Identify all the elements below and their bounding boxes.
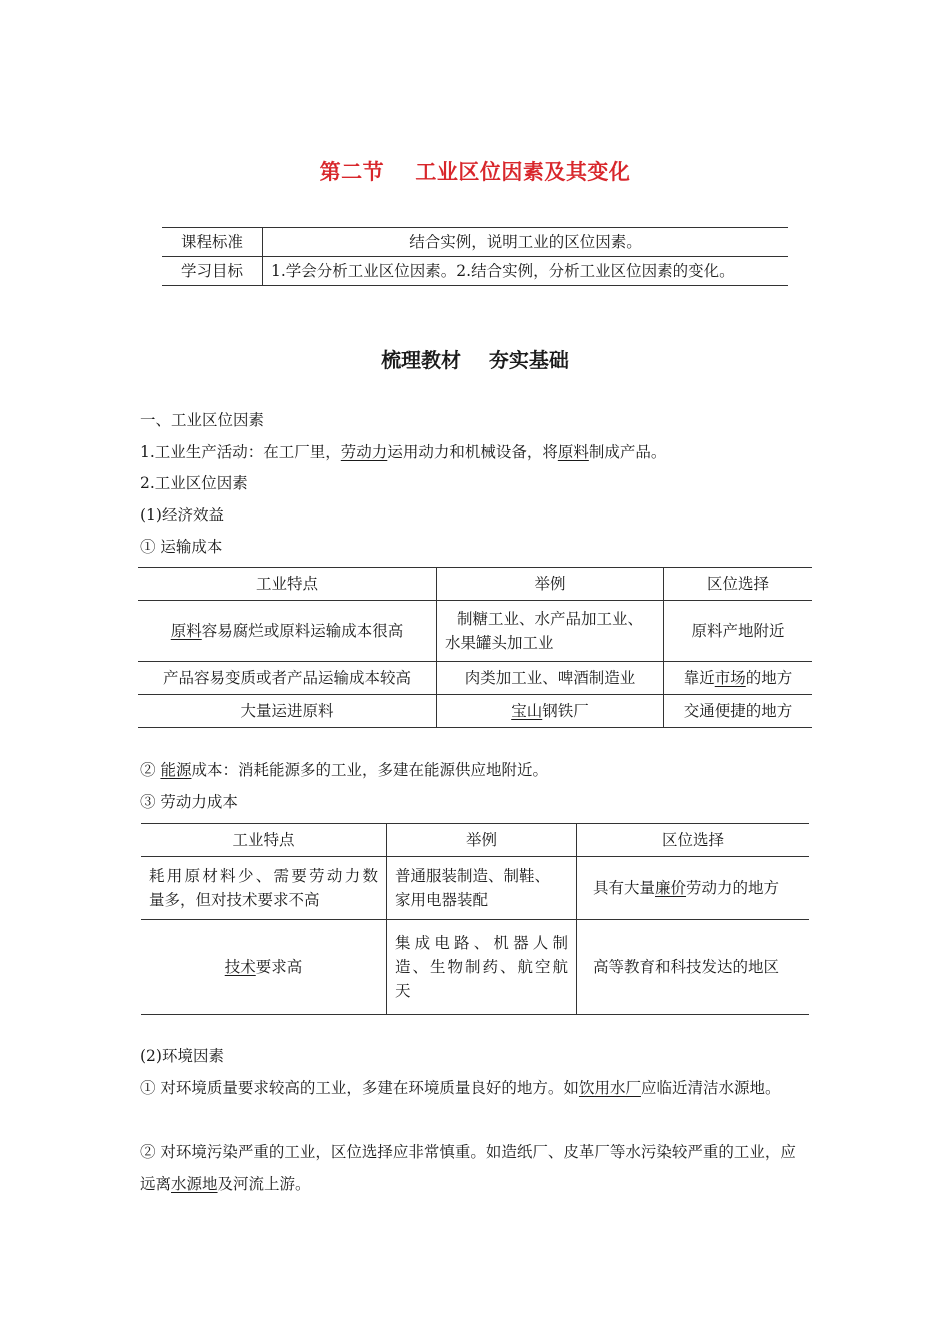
text: 普通服装制造、制鞋、 [395, 866, 551, 885]
cell-location: 原料产地附近 [664, 601, 813, 662]
answer-blank: 水源地 [171, 1175, 218, 1193]
text: 耗用原材料少、需要劳动力数 [149, 866, 378, 885]
answer-blank: 饮用水厂 [578, 1079, 641, 1097]
text: 制糖工业、水产品加工业、 [456, 609, 643, 628]
text: 造、生物制药、航空航 [395, 957, 568, 976]
subheading-labor-cost: ③ 劳动力成本 [140, 793, 238, 811]
subheading-transport-cost: ① 运输成本 [140, 538, 223, 556]
text: 容易腐烂或原料运输成本很高 [201, 621, 404, 640]
answer-blank: 原料 [170, 621, 202, 640]
page-title [0, 156, 950, 186]
cell-feature [138, 601, 437, 662]
title-text: 工业区位因素及其变化 [415, 160, 631, 184]
cell-feature: 大量运进原料 [138, 695, 437, 728]
answer-blank: 劳动力 [340, 443, 388, 461]
column-header: 工业特点 [138, 568, 437, 601]
column-header: 区位选择 [664, 568, 813, 601]
text: 量多，但对技术要求不高 [149, 891, 320, 909]
text: 具有大量 [593, 878, 656, 897]
answer-blank: 能源 [160, 761, 192, 779]
answer-blank: 技术 [224, 957, 256, 976]
answer-blank: 廉价 [655, 878, 687, 897]
table-row [138, 662, 812, 695]
cell-example [437, 695, 664, 728]
table-row [141, 857, 809, 920]
answer-blank: 市场 [714, 668, 746, 687]
heading-industrial-factors: 一、工业区位因素 [140, 411, 265, 429]
subheading-factors: 2.工业区位因素 [140, 474, 248, 492]
section-heading-part2: 夯实基础 [488, 348, 569, 372]
text: 水果罐头加工业 [445, 634, 554, 652]
table-row [162, 257, 788, 286]
text: 运用动力和机械设备，将 [387, 443, 558, 461]
table-row [138, 695, 812, 728]
subheading-economic: (1)经济效益 [140, 506, 224, 524]
cell-example: 肉类加工业、啤酒制造业 [437, 662, 664, 695]
standard-label: 课程标准 [162, 228, 263, 257]
table-row [141, 920, 809, 1015]
text: 劳动力的地方 [686, 878, 780, 897]
table-header-row [141, 824, 809, 857]
cell-location [577, 857, 810, 920]
cell-location: 交通便捷的地方 [664, 695, 813, 728]
paragraph-energy-cost [140, 754, 548, 786]
standards-table [162, 227, 788, 286]
subheading-environment: (2)环境因素 [140, 1047, 224, 1065]
goal-label: 学习目标 [162, 257, 263, 286]
goal-value: 1.学会分析工业区位因素。2.结合实例，分析工业区位因素的变化。 [263, 257, 789, 286]
section-heading-part1: 梳理教材 [381, 348, 462, 372]
cell-feature [141, 920, 387, 1015]
text: ① 对环境质量要求较高的工业，多建在环境质量良好的地方。如 [140, 1079, 579, 1097]
cell-example [387, 857, 577, 920]
cell-feature: 产品容易变质或者产品运输成本较高 [138, 662, 437, 695]
cell-example [387, 920, 577, 1015]
text: ② 对环境污染严重的工业，区位选择应非常慎重。如造纸厂、皮革厂等水污染较严重的工业，应远离 [140, 1143, 796, 1193]
labor-cost-table [141, 823, 809, 1015]
column-header: 举例 [387, 824, 577, 857]
cell-example [437, 601, 664, 662]
cell-location [664, 662, 813, 695]
column-header: 举例 [437, 568, 664, 601]
text: ② [140, 761, 161, 779]
cell-feature [141, 857, 387, 920]
text: 家用电器装配 [395, 891, 489, 909]
table-row [138, 601, 812, 662]
text: 要求高 [255, 957, 303, 976]
text: 集成电路、机器人制 [395, 933, 568, 952]
paragraph-environment-quality [140, 1072, 810, 1104]
paragraph-environment-pollution [140, 1136, 810, 1200]
table-header-row [138, 568, 812, 601]
transport-cost-table [138, 567, 812, 728]
answer-blank: 宝山 [511, 701, 543, 720]
cell-location: 高等教育和科技发达的地区 [577, 920, 810, 1015]
text: 靠近 [683, 668, 715, 687]
column-header: 区位选择 [577, 824, 810, 857]
text: 天 [395, 982, 411, 1000]
standard-value: 结合实例，说明工业的区位因素。 [263, 228, 789, 257]
text: 制成产品。 [588, 443, 667, 461]
paragraph-production [140, 436, 666, 468]
answer-blank: 原料 [557, 443, 589, 461]
text: 成本：消耗能源多的工业，多建在能源供应地附近。 [191, 761, 548, 779]
text: 应临近清洁水源地。 [640, 1079, 781, 1097]
title-section-number: 第二节 [319, 160, 385, 184]
text: 钢铁厂 [542, 701, 589, 720]
text: 1.工业生产活动：在工厂里， [140, 443, 341, 461]
section-heading [0, 344, 950, 373]
column-header: 工业特点 [141, 824, 387, 857]
table-row [162, 228, 788, 257]
text: 及河流上游。 [217, 1175, 311, 1193]
text: 的地方 [745, 668, 793, 687]
